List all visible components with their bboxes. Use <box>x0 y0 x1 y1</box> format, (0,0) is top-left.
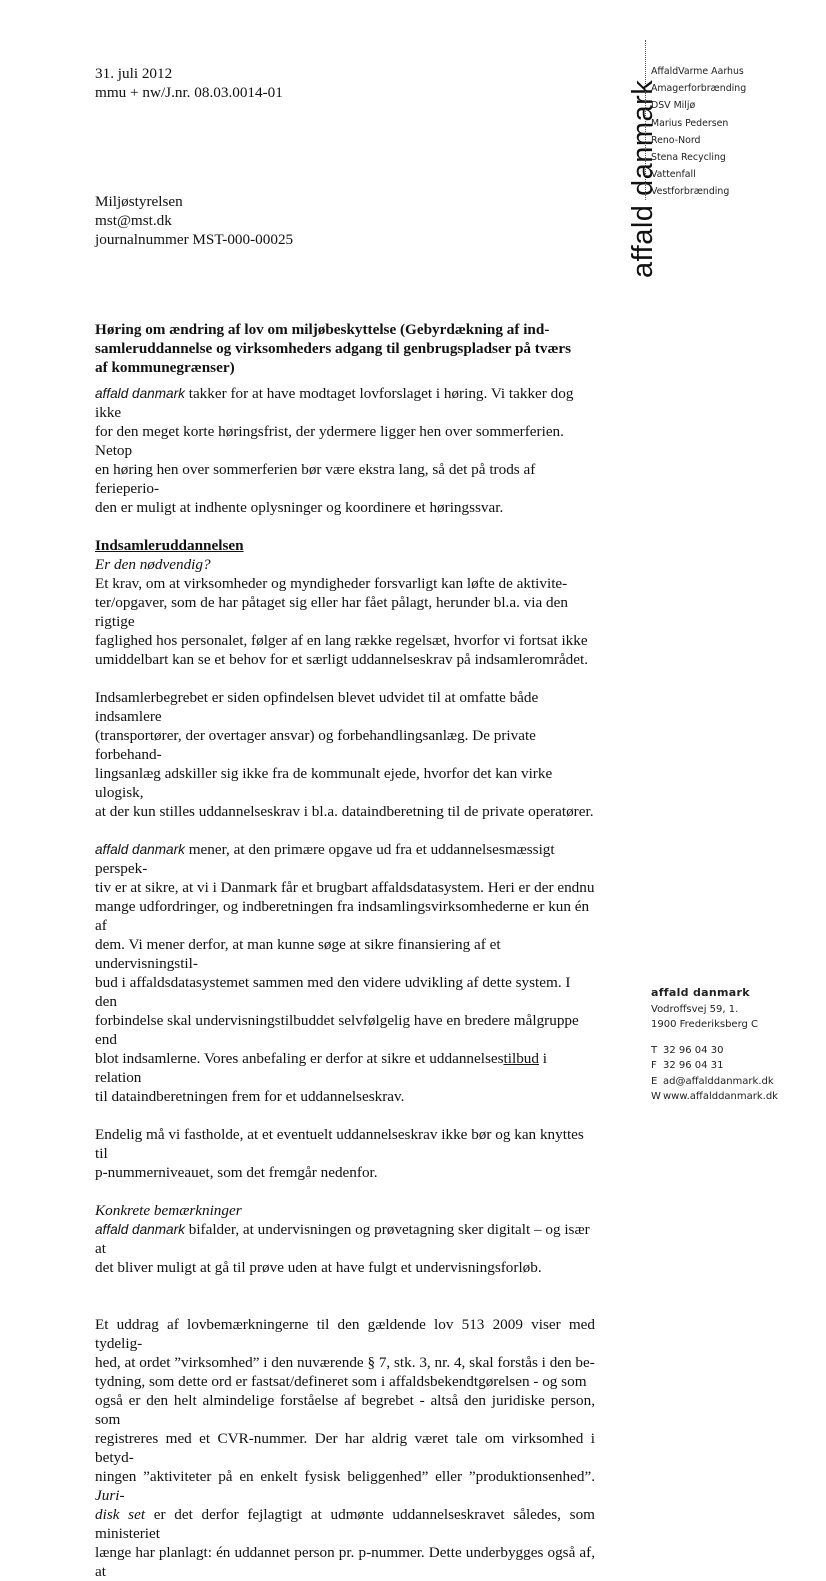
text-line: takker for at have modtaget lovforslaget i høring. Vi takker dog ikke <box>95 385 574 421</box>
phone-value: 32 96 04 30 <box>663 1044 724 1056</box>
address-web <box>651 1089 778 1105</box>
text-line: umiddelbart kan se et behov for et særligt uddannelseskrav på indsamlerområdet. <box>95 651 589 668</box>
address-email <box>651 1074 778 1090</box>
spacer <box>95 1296 595 1315</box>
text-line: Et krav, om at virksomheder og myndigheder forsvarligt kan løfte de aktivite- <box>95 575 568 592</box>
body-paragraph <box>95 574 595 669</box>
org-name: affald danmark <box>95 842 185 857</box>
spacer <box>651 1033 778 1043</box>
text-line: er det derfor fejlagtigt at udmønte uddannelseskravet således, som ministeriet <box>95 1506 595 1542</box>
text-line: det bliver muligt at gå til prøve uden at have fulgt et undervisningsforløb. <box>95 1259 542 1276</box>
body-paragraph <box>95 688 595 821</box>
text-line: tiv er at sikre, at vi i Danmark får et brugbart affaldsdatasystem. Heri er der endnu <box>95 879 595 896</box>
text-line: til dataindberetningen frem for et uddannelseskrav. <box>95 1088 405 1105</box>
text-line: blot indsamlerne. Vores anbefaling er derfor at sikre et uddannelses <box>95 1050 504 1067</box>
org-name: affald danmark <box>95 1222 185 1237</box>
web-label: W <box>651 1091 661 1102</box>
intro-paragraph <box>95 384 595 517</box>
text-line: tydning, som dette ord er fastsat/defineret som i affaldsbekendtgørelsen - og som <box>95 1373 587 1390</box>
text-line: hed, at ordet ”virksomhed” i den nuværende § 7, stk. 3, nr. 4, skal forstås i den be- <box>95 1354 595 1371</box>
member-item: AffaldVarme Aarhus <box>651 66 744 77</box>
text-line: lingsanlæg adskiller sig ikke fra de kommunalt ejede, hvorfor det kan virke ulogisk, <box>95 765 553 801</box>
member-item: Vestforbrænding <box>651 186 730 198</box>
body-paragraph <box>95 1125 595 1182</box>
email-value[interactable]: ad@affalddanmark.dk <box>663 1075 774 1087</box>
fax-label: F <box>651 1060 657 1071</box>
body-paragraph <box>95 1220 595 1277</box>
phone-label: T <box>651 1044 658 1056</box>
text-line: bifalder, at undervisningen og prøvetagning sker digitalt – og især at <box>95 1221 590 1257</box>
text-line: for den meget korte høringsfrist, der ydermere ligger hen over sommerferien. Netop <box>95 423 564 459</box>
text-line: bud i affaldsdatasystemet sammen med den videre udvikling af dette system. I den <box>95 974 571 1010</box>
logo-text: affald danmark <box>627 79 659 278</box>
text-line: Indsamlerbegrebet er siden opfindelsen blevet udvidet til at omfatte både indsamlere <box>95 689 539 725</box>
recipient-block <box>95 192 293 249</box>
underlined-word: tilbud <box>503 1050 539 1067</box>
section-subheading: Er den nødvendig? <box>95 556 211 573</box>
text-line: ter/opgaver, som de har påtaget sig eller har fået pålagt, herunder bl.a. via den rigtige <box>95 594 568 630</box>
subject-line: af kommunegrænser) <box>95 359 235 376</box>
org-name: affald danmark <box>95 386 185 401</box>
body-paragraph <box>95 1315 595 1581</box>
italic-text: Juri- <box>95 1487 125 1504</box>
text-line: ningen ”aktiviteter på en enkelt fysisk beliggenhed” eller ”produktionsenhed”. <box>95 1468 595 1485</box>
text-line: længe har planlagt: én uddannet person pr. p-nummer. Dette underbygges også af, at <box>95 1544 595 1580</box>
recipient-journal: journalnummer MST-000-00025 <box>95 231 294 248</box>
email-label: E <box>651 1075 658 1087</box>
text-line: at der kun stilles uddannelseskrav i bl.a. dataindberetning til de private operatører. <box>95 803 594 820</box>
text-line: forbindelse skal undervisningstilbuddet selvfølgelig have en bredere målgruppe end <box>95 1012 579 1048</box>
text-line: i relation <box>95 1050 548 1086</box>
member-list <box>651 63 746 201</box>
italic-text: disk set <box>95 1506 146 1523</box>
logo-divider <box>645 40 646 200</box>
address-fax <box>651 1058 778 1074</box>
member-item: DSV Miljø <box>651 100 696 112</box>
letter-subject <box>95 320 595 377</box>
subject-line: samleruddannelse og virksomheders adgang til genbrugspladser på tværs <box>95 340 572 357</box>
text-line: den er muligt at indhente oplysninger og koordinere et høringssvar. <box>95 499 504 516</box>
member-item: Amagerforbrænding <box>651 83 747 95</box>
text-line: Endelig må vi fastholde, at et eventuelt uddannelseskrav ikke bør og kan knyttes til <box>95 1126 584 1162</box>
text-line: også er den helt almindelige forståelse af begrebet - altså den juridiske person, som <box>95 1392 595 1428</box>
recipient-email: mst@mst.dk <box>95 212 172 229</box>
letter-body <box>95 384 595 1581</box>
member-item: Marius Pedersen <box>651 117 729 129</box>
affald-danmark-logo <box>606 60 659 278</box>
letter-date: 31. juli 2012 <box>95 65 173 82</box>
section-subheading: Konkrete bemærkninger <box>95 1202 242 1219</box>
member-item: Reno-Nord <box>651 134 701 146</box>
letter-meta <box>95 64 283 102</box>
member-item: Stena Recycling <box>651 152 726 164</box>
text-line: faglighed hos personalet, følger af en lang række regelsæt, hvorfor vi fortsat ikke <box>95 632 588 649</box>
web-value[interactable]: www.affalddanmark.dk <box>663 1091 778 1102</box>
address-street: Vodroffsvej 59, 1. <box>651 1003 739 1015</box>
sender-address <box>651 985 778 1105</box>
recipient-name: Miljøstyrelsen <box>95 193 183 210</box>
text-line: en høring hen over sommerferien bør være ekstra lang, så det på trods af ferieperio- <box>95 461 536 497</box>
fax-value: 32 96 04 31 <box>663 1060 724 1071</box>
letter-reference: mmu + nw/J.nr. 08.03.0014-01 <box>95 84 283 101</box>
member-item: Vattenfall <box>651 169 696 181</box>
address-org: affald danmark <box>651 986 750 999</box>
body-paragraph <box>95 840 595 1106</box>
section-heading: Indsamleruddannelsen <box>95 537 244 554</box>
subject-line: Høring om ændring af lov om miljøbeskyttelse (Gebyrdækning af ind- <box>95 321 550 338</box>
address-phone <box>651 1043 778 1059</box>
text-line: mange udfordringer, og indberetningen fra indsamlingsvirksomhederne er kun én af <box>95 898 590 934</box>
text-line: Et uddrag af lovbemærkningerne til den gældende lov 513 2009 viser med tydelig- <box>95 1316 595 1352</box>
text-line: registreres med et CVR-nummer. Der har aldrig været tale om virksomhed i betyd- <box>95 1430 595 1466</box>
address-city: 1900 Frederiksberg C <box>651 1019 759 1030</box>
text-line: mener, at den primære opgave ud fra et uddannelsesmæssigt perspek- <box>95 841 555 877</box>
text-line: p-nummerniveauet, som det fremgår nedenfor. <box>95 1164 378 1181</box>
text-line: (transportører, der overtager ansvar) og forbehandlingsanlæg. De private forbehand- <box>95 727 536 763</box>
text-line: dem. Vi mener derfor, at man kunne søge at sikre finansiering af et undervisningstil- <box>95 936 501 972</box>
